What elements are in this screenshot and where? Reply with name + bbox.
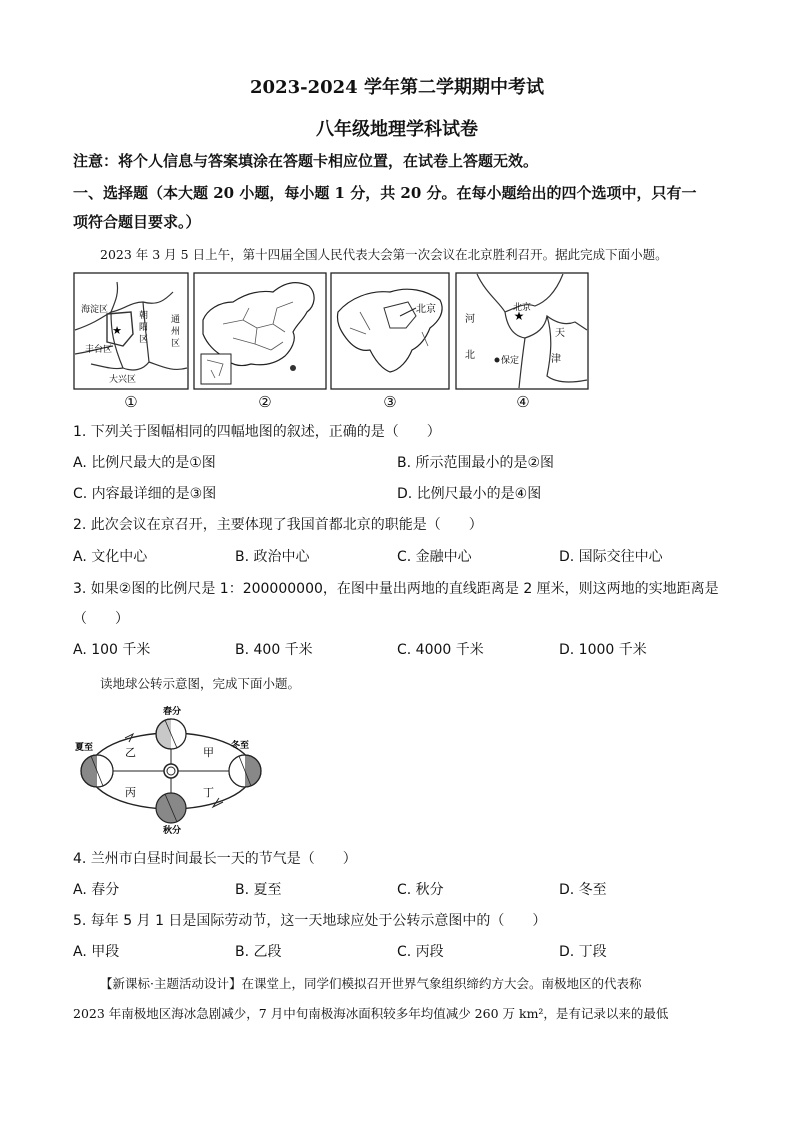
map4-tian: 天 [555, 328, 565, 339]
q1-option-a: A. 比例尺最大的是①图 [73, 455, 216, 471]
question-4-stem: 4. 兰州市白昼时间最长一天的节气是（ ） [73, 851, 357, 867]
orbit-yi: 乙 [125, 746, 136, 759]
intro-text-3-line1: 【新课标·主题活动设计】在课堂上，同学们模拟召开世界气象组织缔约方大会。南极地区的代表称 [100, 976, 642, 991]
exam-title: 2023-2024 学年第二学期期中考试 [250, 77, 544, 98]
star-icon: ★ [112, 324, 122, 337]
question-3-stem: 3. 如果②图的比例尺是 1：200000000，在图中量出两地的直线距离是 2 厘米，则这两地的实地距离是 [73, 581, 719, 597]
q4-option-b: B. 夏至 [235, 882, 282, 898]
intro-text-3-line2: 2023 年南极地区海冰急剧减少，7 月中旬南极海冰面积较多年均值减少 260 万 km²，是有记录以来的最低 [73, 1006, 669, 1021]
map-2-china [193, 272, 327, 390]
q1-option-d: D. 比例尺最小的是④图 [397, 486, 542, 502]
q3-option-c: C. 4000 千米 [397, 642, 484, 658]
map-1-beijing-districts [73, 272, 189, 390]
q3-option-d: D. 1000 千米 [559, 642, 647, 658]
q1-option-c: C. 内容最详细的是③图 [73, 486, 217, 502]
q2-option-a: A. 文化中心 [73, 549, 148, 565]
question-5-stem: 5. 每年 5 月 1 日是国际劳动节，这一天地球应处于公转示意图中的（ ） [73, 913, 547, 929]
q2-option-b: B. 政治中心 [235, 549, 310, 565]
orbit-bing: 丙 [125, 786, 136, 799]
map1-tongzhou-3: 区 [171, 339, 181, 349]
earth-revolution-diagram [73, 704, 273, 834]
map4-jin: 津 [551, 354, 561, 365]
star-icon: ★ [513, 309, 525, 323]
orbit-chunfen: 春分 [163, 707, 182, 717]
map1-chaoyang-2: 阳 [139, 323, 149, 333]
map-label-2: ② [258, 393, 272, 411]
map-label-3: ③ [383, 393, 397, 411]
q5-option-b: B. 乙段 [235, 944, 282, 960]
map1-haidian: 海淀区 [81, 305, 109, 315]
map-3-asia [330, 272, 450, 390]
question-1-stem: 1. 下列关于图幅相同的四幅地图的叙述，正确的是（ ） [73, 424, 441, 440]
map1-daxing: 大兴区 [109, 375, 137, 385]
map1-tongzhou-1: 通 [171, 315, 181, 325]
orbit-ding: 丁 [203, 786, 214, 799]
map-label-1: ① [124, 393, 138, 411]
map4-baoding: 保定 [501, 356, 520, 366]
orbit-jia: 甲 [203, 746, 214, 759]
section-heading-line1: 一、选择题（本大题 20 小题，每小题 1 分，共 20 分。在每小题给出的四个选项中，只有一 [73, 184, 697, 202]
map4-beijing: 北京 [513, 303, 532, 313]
question-2-stem: 2. 此次会议在京召开，主要体现了我国首都北京的职能是（ ） [73, 517, 483, 533]
question-3-paren: （ ） [73, 611, 129, 627]
q5-option-a: A. 甲段 [73, 944, 120, 960]
map-label-4: ④ [516, 393, 530, 411]
q5-option-c: C. 丙段 [397, 944, 444, 960]
q1-option-b: B. 所示范围最小的是②图 [397, 455, 555, 471]
map1-tongzhou-2: 州 [171, 327, 181, 337]
notice: 注意：将个人信息与答案填涂在答题卡相应位置，在试卷上答题无效。 [73, 152, 539, 170]
orbit-qiufen: 秋分 [163, 826, 182, 834]
q3-option-b: B. 400 千米 [235, 642, 313, 658]
orbit-xiazhi: 夏至 [75, 743, 94, 753]
map3-beijing: 北京 [416, 304, 436, 315]
map4-he: 河 [465, 314, 475, 325]
q3-option-a: A. 100 千米 [73, 642, 151, 658]
orbit-dongzhi: 冬至 [231, 741, 250, 751]
map4-bei: 北 [465, 350, 475, 361]
q4-option-c: C. 秋分 [397, 882, 444, 898]
intro-text-2: 读地球公转示意图，完成下面小题。 [100, 676, 301, 691]
map1-chaoyang-3: 区 [139, 335, 149, 345]
map1-chaoyang-1: 朝 [139, 311, 149, 321]
q4-option-a: A. 春分 [73, 882, 120, 898]
q5-option-d: D. 丁段 [559, 944, 607, 960]
intro-text-1: 2023 年 3 月 5 日上午，第十四届全国人民代表大会第一次会议在北京胜利召开。据此完成下面小题。 [100, 247, 668, 262]
map1-fengtai: 丰台区 [85, 345, 113, 355]
exam-subtitle: 八年级地理学科试卷 [316, 119, 478, 140]
q2-option-d: D. 国际交往中心 [559, 549, 663, 565]
map-4-beijing-region [455, 272, 589, 390]
section-heading-line2: 项符合题目要求。） [73, 213, 201, 231]
q2-option-c: C. 金融中心 [397, 549, 472, 565]
q4-option-d: D. 冬至 [559, 882, 607, 898]
